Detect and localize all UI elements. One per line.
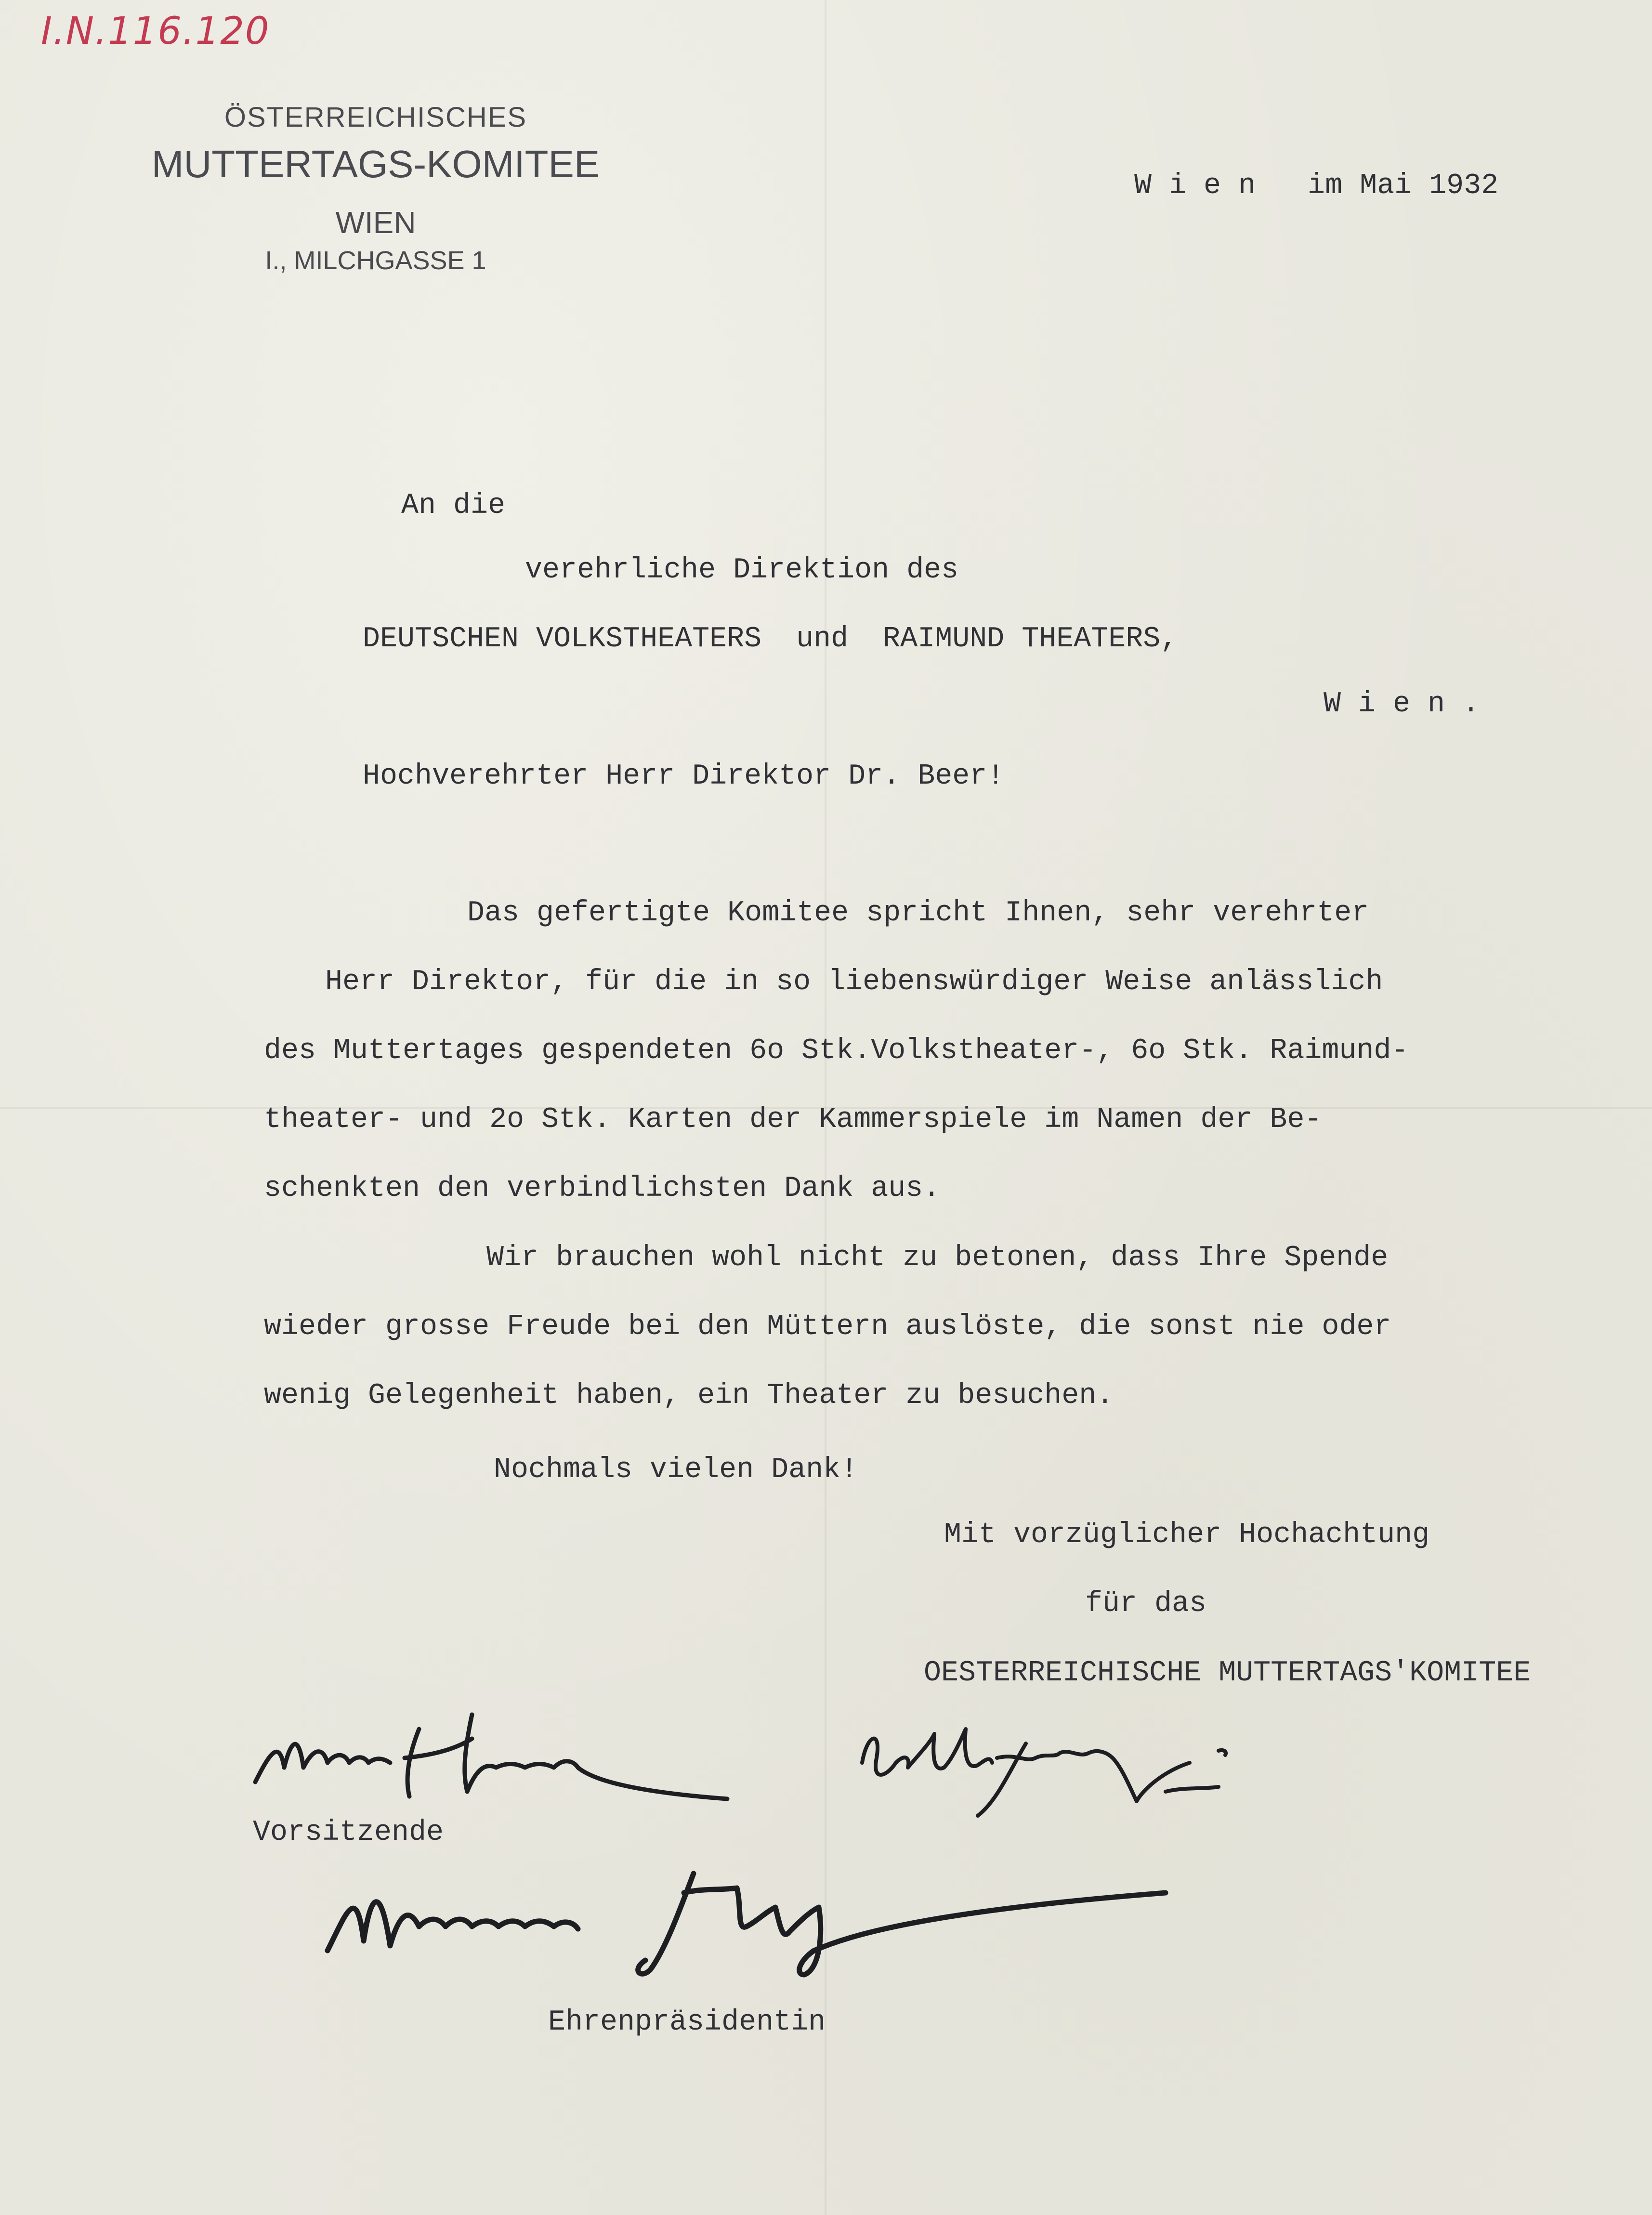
body-line-5: schenkten den verbindlichsten Dank aus. [264, 1172, 941, 1205]
closing-line-3: OESTERREICHISCHE MUTTERTAGS'KOMITEE [924, 1657, 1531, 1690]
body-line-4: theater- und 2o Stk. Karten der Kammerspiele im Namen der Be- [264, 1103, 1322, 1136]
body-line-3: des Muttertages gespendeten 6o Stk.Volkstheater-, 6o Stk. Raimund- [264, 1035, 1409, 1067]
recipient-line-1: An die [401, 489, 506, 522]
role-label-1: Vorsitzende [253, 1816, 444, 1849]
signature-honorary-president [318, 1854, 1185, 1984]
body-line-6: Wir brauchen wohl nicht zu betonen, dass Ihre Spende [486, 1242, 1389, 1274]
body-line-8: wenig Gelegenheit haben, ein Theater zu besuchen. [264, 1379, 1114, 1412]
date-line: W i e n im Mai 1932 [1134, 170, 1499, 202]
archive-reference-number: I.N.116.120 [41, 10, 270, 53]
recipient-line-2: verehrliche Direktion des [525, 554, 959, 587]
body-line-2: Herr Direktor, für die in so liebenswürdiger Weise anlässlich [325, 966, 1383, 998]
letterhead-line-1: ÖSTERREICHISCHES [224, 102, 527, 133]
recipient-line-4: W i e n . [1324, 688, 1480, 721]
salutation: Hochverehrter Herr Direktor Dr. Beer! [363, 760, 1005, 793]
letterhead-line-3: WIEN [335, 205, 416, 240]
role-label-2: Ehrenpräsidentin [548, 2006, 826, 2039]
signature-chairwoman-2 [852, 1705, 1238, 1830]
body-line-7: wieder grosse Freude bei den Müttern auslöste, die sonst nie oder [264, 1311, 1391, 1343]
body-line-9: Nochmals vielen Dank! [494, 1454, 858, 1486]
closing-line-1: Mit vorzüglicher Hochachtung [944, 1519, 1430, 1551]
recipient-line-3: DEUTSCHEN VOLKSTHEATERS und RAIMUND THEATERS, [363, 623, 1178, 655]
signature-chairwoman-1 [246, 1695, 751, 1816]
body-line-1: Das gefertigte Komitee spricht Ihnen, sehr verehrter [467, 897, 1369, 930]
letterhead-line-4: I., MILCHGASSE 1 [265, 246, 486, 275]
letterhead-line-2: MUTTERTAGS-KOMITEE [151, 143, 600, 185]
closing-line-2: für das [1085, 1587, 1207, 1620]
